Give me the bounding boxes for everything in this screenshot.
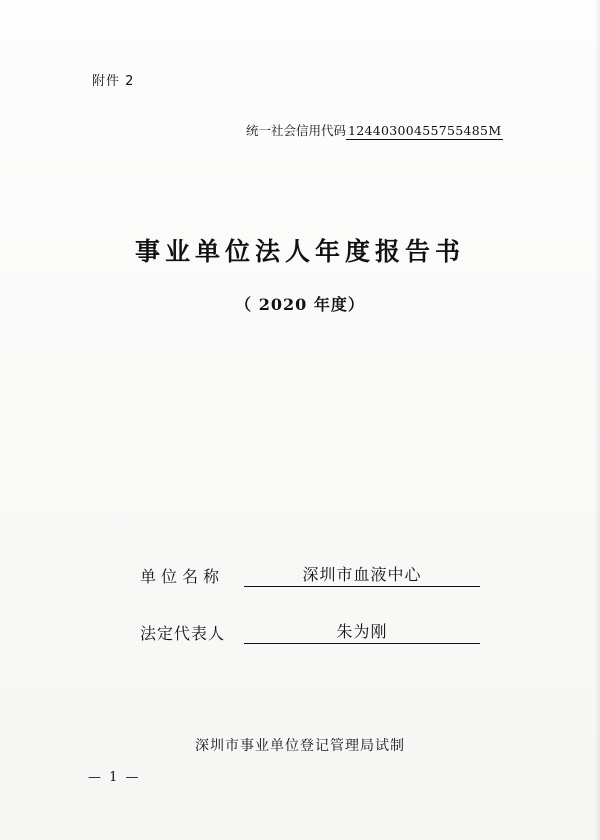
unit-name-value: 深圳市血液中心 (244, 562, 480, 587)
issuer-line: 深圳市事业单位登记管理局试制 (195, 738, 405, 754)
scan-edge-shadow (594, 0, 600, 840)
page-number: — 1 — (88, 770, 141, 785)
credit-code-value: 12440300455755485M (348, 123, 502, 138)
legal-rep-label: 法定代表人 (140, 624, 226, 643)
unit-name-label: 单位名称 (140, 567, 225, 586)
legal-rep-row (140, 619, 480, 645)
attachment-label: 附件 2 (92, 74, 135, 89)
credit-code-label: 统一社会信用代码 (246, 123, 347, 138)
report-title: 事业单位法人年度报告书 (134, 237, 465, 266)
unit-name-row (140, 562, 480, 588)
report-year: （ 2020 年度） (235, 295, 365, 314)
credit-code-line (246, 121, 503, 140)
legal-rep-value: 朱为刚 (244, 619, 480, 644)
